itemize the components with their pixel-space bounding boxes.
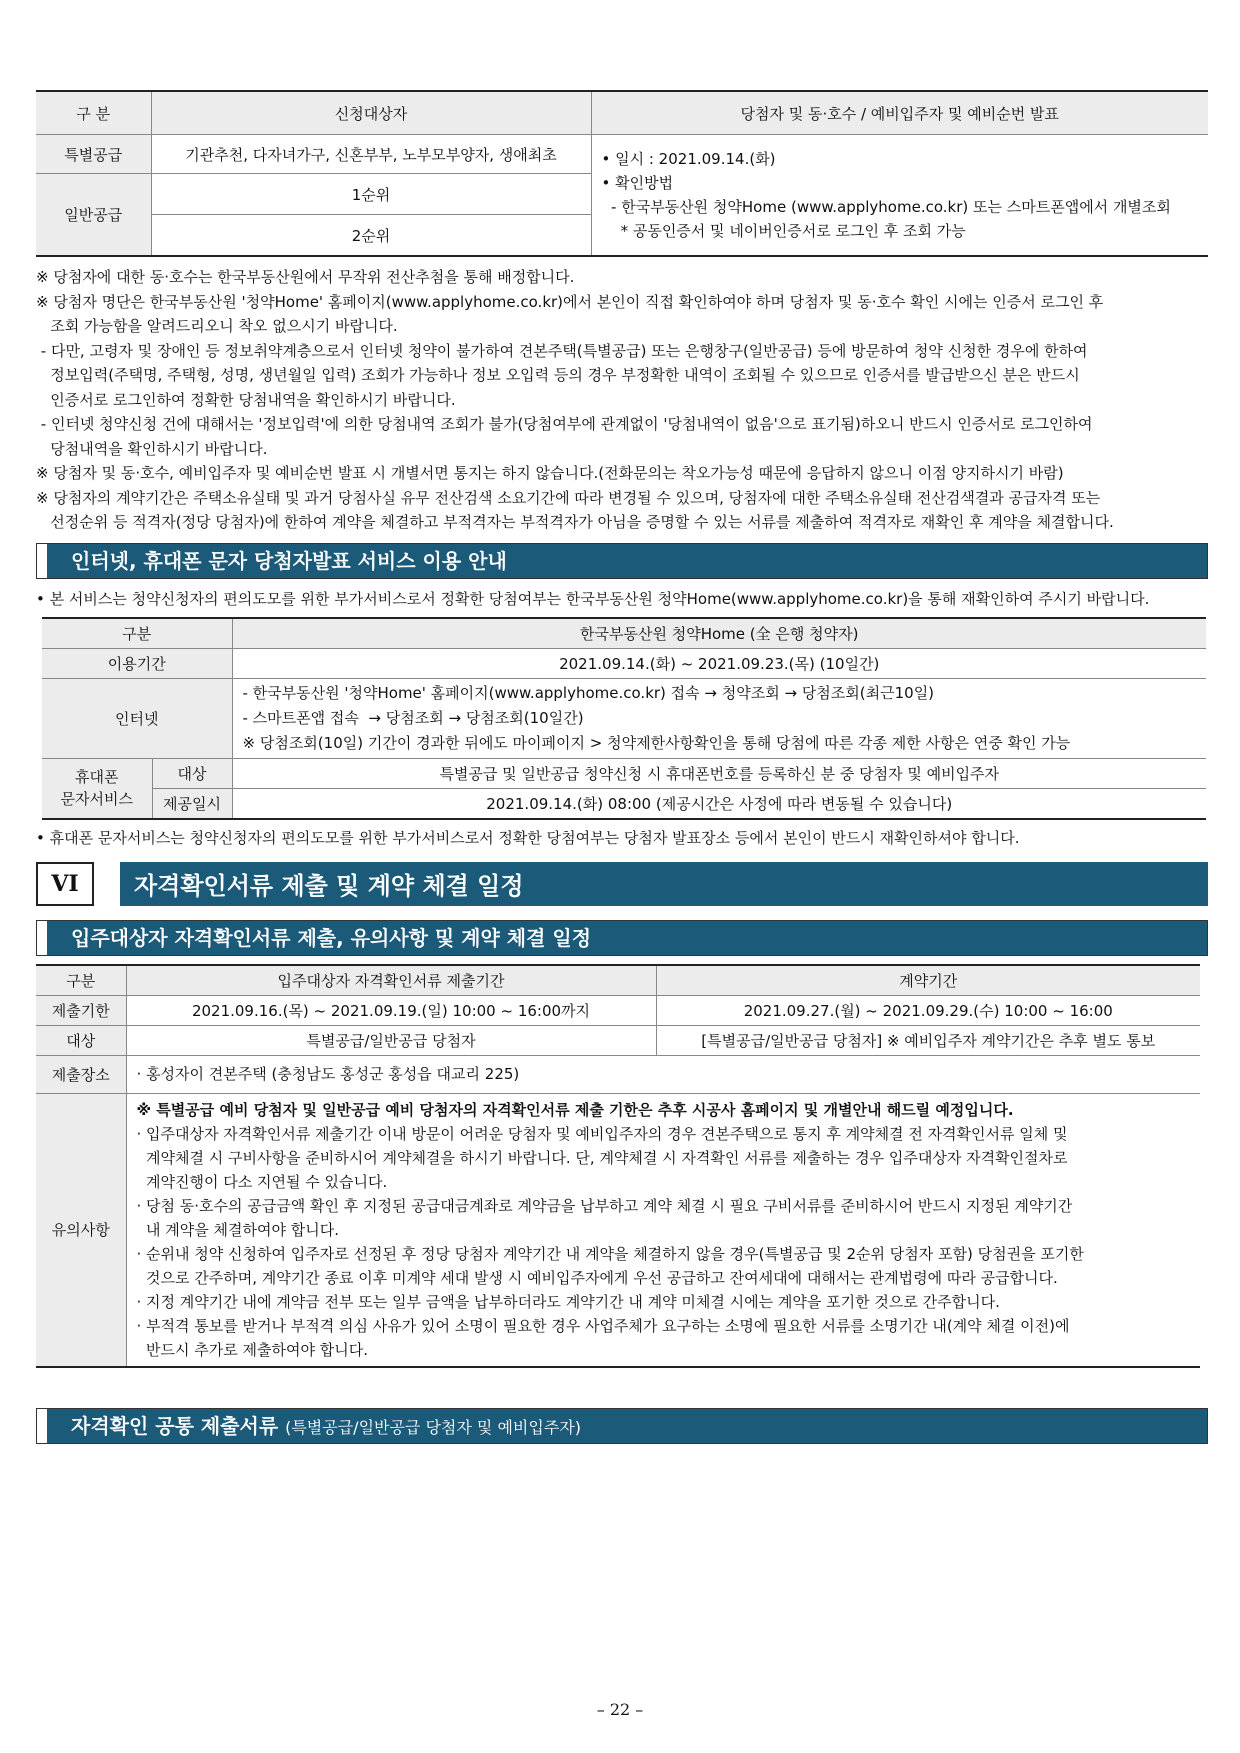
announce-line: • 일시 : 2021.09.14.(화) xyxy=(601,150,776,168)
sms-date-label: 제공일시 xyxy=(152,788,232,819)
common-docs-header xyxy=(36,1408,1208,1444)
caution-line: · 입주대상자 자격확인서류 제출기간 이내 방문이 어려운 당첨자 및 예비입주자의 경우 견본주택으로 통지 후 계약체결 전 자격확인서류 일체 및 xyxy=(136,1124,1068,1143)
note-line: 정보입력(주택명, 주택형, 성명, 생년월일 입력) 조회가 가능하나 정보 오입력 등의 경우 부정확한 내역이 조회될 수 있으므로 인증서를 발급받으신 분은 반드시 xyxy=(36,366,1080,384)
note-line: ※ 당첨자 및 동·호수, 예비입주자 및 예비순번 발표 시 개별서면 통지는 하지 않습니다.(전화문의는 착오가능성 때문에 응답하지 않으니 이점 양지하시기 바람) xyxy=(36,464,1064,482)
place-label: 제출장소 xyxy=(36,1055,126,1093)
period-label: 이용기간 xyxy=(42,648,232,678)
chapter-number: VI xyxy=(36,862,94,906)
caution-line: · 순위내 청약 신청하여 입주자로 선정된 후 정당 당첨자 계약기간 내 계약을 체결하지 않을 경우(특별공급 및 2순위 당첨자 포함) 당첨권을 포기한 xyxy=(136,1244,1084,1263)
header-applicants: 신청대상자 xyxy=(151,91,591,135)
target-label: 대상 xyxy=(36,1025,126,1055)
sms-target-label: 대상 xyxy=(152,758,232,788)
announcement-details xyxy=(591,135,1208,257)
note-line: 당첨내역을 확인하시기 바랍니다. xyxy=(36,439,268,458)
deadline-contract: 2021.09.27.(월) ~ 2021.09.29.(수) 10:00 ~ 16:00 xyxy=(656,995,1200,1025)
target-contract: [특별공급/일반공급 당첨자] ※ 예비입주자 계약기간은 추후 별도 통보 xyxy=(656,1025,1200,1055)
internet-section-header xyxy=(36,543,1208,579)
announcement-table xyxy=(36,90,1208,257)
internet-label: 인터넷 xyxy=(42,678,232,758)
header-applyhome: 한국부동산원 청약Home (全 은행 청약자) xyxy=(232,618,1206,649)
schedule-section-title: 입주대상자 자격확인서류 제출, 유의사항 및 계약 체결 일정 xyxy=(37,921,1207,955)
document-page xyxy=(36,90,1208,1444)
header-category: 구분 xyxy=(36,965,126,996)
common-docs-subtitle: (특별공급/일반공급 당첨자 및 예비입주자) xyxy=(285,1417,581,1437)
sms-date-value: 2021.09.14.(화) 08:00 (제공시간은 사정에 따라 변동될 수 있습니다) xyxy=(232,788,1206,819)
sms-target-value: 특별공급 및 일반공급 청약신청 시 휴대폰번호를 등록하신 분 중 당첨자 및 예비입주자 xyxy=(232,758,1206,788)
period-value: 2021.09.14.(화) ~ 2021.09.23.(목) (10일간) xyxy=(232,648,1206,678)
internet-service-table xyxy=(42,617,1206,820)
chapter-heading xyxy=(36,862,1208,906)
special-supply-targets: 기관추천, 다자녀가구, 신혼부부, 노부모부양자, 생애최초 xyxy=(151,135,591,174)
caution-line: 반드시 추가로 제출하여야 합니다. xyxy=(136,1340,368,1359)
common-docs-title: 자격확인 공통 제출서류 xyxy=(71,1413,279,1438)
announce-line: * 공동인증서 및 네이버인증서로 로그인 후 조회 가능 xyxy=(601,222,966,240)
caution-line: · 부적격 통보를 받거나 부적격 의심 사유가 있어 소명이 필요한 경우 사업주체가 요구하는 소명에 필요한 서류를 소명기간 내(계약 체결 이전)에 xyxy=(136,1316,1070,1335)
caution-line: · 지정 계약기간 내에 계약금 전부 또는 일부 금액을 납부하더라도 계약기간 내 계약 미체결 시에는 계약을 포기한 것으로 간주합니다. xyxy=(136,1292,1000,1311)
note-line: 조회 가능함을 알려드리오니 착오 없으시기 바랍니다. xyxy=(36,317,398,335)
header-submission-period: 입주대상자 자격확인서류 제출기간 xyxy=(126,965,656,996)
special-supply-label: 특별공급 xyxy=(36,135,151,174)
note-line: - 다만, 고령자 및 장애인 등 정보취약계층으로서 인터넷 청약이 불가하여 견본주택(특별공급) 또는 은행창구(일반공급) 등에 방문하여 청약 신청한 경우에 한하여 xyxy=(36,341,1088,360)
header-category: 구 분 xyxy=(36,91,151,135)
page-number: – 22 – xyxy=(596,1700,644,1719)
caution-line: · 당첨 동·호수의 공급금액 확인 후 지정된 공급대금계좌로 계약금을 납부하고 계약 체결 시 필요 구비서류를 준비하시어 반드시 지정된 계약기간 xyxy=(136,1196,1073,1215)
note-line: ※ 당첨자 명단은 한국부동산원 '청약Home' 홈페이지(www.applyhome.co.kr)에서 본인이 직접 확인하여야 하며 당첨자 및 동·호수 확인 시에는 인증서 로그인 후 xyxy=(36,292,1104,311)
note-line: 선정순위 등 적격자(정당 당첨자)에 한하여 계약을 체결하고 부적격자는 부적격자가 아님을 증명할 수 있는 서류를 제출하여 적격자로 재확인 후 계약을 체결합니다. xyxy=(36,513,1114,531)
caution-bold-line: ※ 특별공급 예비 당첨자 및 일반공급 예비 당첨자의 자격확인서류 제출 기한은 추후 시공사 홈페이지 및 개별안내 해드릴 예정입니다. xyxy=(136,1100,1014,1119)
announce-line: • 확인방법 xyxy=(601,174,674,192)
caution-line: 계약체결 시 구비사항을 준비하시어 계약체결을 하시기 바랍니다. 단, 계약체결 시 자격확인 서류를 제출하는 경우 입주대상자 자격확인절차로 xyxy=(136,1148,1068,1167)
rank1-cell: 1순위 xyxy=(151,174,591,215)
header-announcement: 당첨자 및 동·호수 / 예비입주자 및 예비순번 발표 xyxy=(591,91,1208,135)
schedule-table xyxy=(36,964,1200,1368)
general-supply-label: 일반공급 xyxy=(36,174,151,257)
internet-intro: • 본 서비스는 청약신청자의 편의도모를 위한 부가서비스로서 정확한 당첨여부는 한국부동산원 청약Home(www.applyhome.co.kr)을 통해 재확인하여 주시기 바랍니다. xyxy=(36,589,1150,608)
caution-line: 계약진행이 다소 지연될 수 있습니다. xyxy=(136,1172,388,1191)
announce-line: - 한국부동산원 청약Home (www.applyhome.co.kr) 또는 스마트폰앱에서 개별조회 xyxy=(601,198,1171,216)
note-line: ※ 당첨자에 대한 동·호수는 한국부동산원에서 무작위 전산추첨을 통해 배정합니다. xyxy=(36,268,575,286)
note-line: 인증서로 로그인하여 정확한 당첨내역을 확인하시기 바랍니다. xyxy=(36,390,456,409)
note-line: - 인터넷 청약신청 건에 대해서는 '정보입력'에 의한 당첨내역 조회가 불가(당첨여부에 관계없이 '당첨내역이 없음'으로 표기됨)하오니 반드시 인증서로 로그인하여 xyxy=(36,415,1093,433)
internet-section-title: 인터넷, 휴대폰 문자 당첨자발표 서비스 이용 안내 xyxy=(37,544,1207,578)
deadline-submit: 2021.09.16.(목) ~ 2021.09.19.(일) 10:00 ~ 16:00까지 xyxy=(126,995,656,1025)
common-docs-title-bar xyxy=(37,1409,1207,1443)
header-contract-period: 계약기간 xyxy=(656,965,1200,996)
place-value: · 홍성자이 견본주택 (충청남도 홍성군 홍성읍 대교리 225) xyxy=(126,1055,1200,1093)
caution-line: 내 계약을 체결하여야 합니다. xyxy=(136,1220,339,1239)
internet-step-line: ※ 당첨조회(10일) 기간이 경과한 뒤에도 마이페이지 > 청약제한사항확인을 통해 당첨에 따른 각종 제한 사항은 연중 확인 가능 xyxy=(242,733,1071,752)
internet-steps xyxy=(232,678,1206,758)
sms-label-line1: 휴대폰 xyxy=(75,768,119,786)
internet-step-line: - 한국부동산원 '청약Home' 홈페이지(www.applyhome.co.kr) 접속 → 청약조회 → 당첨조회(최근10일) xyxy=(242,683,935,702)
chapter-title: 자격확인서류 제출 및 계약 체결 일정 xyxy=(120,862,1208,906)
deadline-label: 제출기한 xyxy=(36,995,126,1025)
rank2-cell: 2순위 xyxy=(151,215,591,257)
schedule-section-header xyxy=(36,920,1208,956)
internet-step-line: - 스마트폰앱 접속 → 당첨조회 → 당첨조회(10일간) xyxy=(242,708,584,727)
note-line: ※ 당첨자의 계약기간은 주택소유실태 및 과거 당첨사실 유무 전산검색 소요기간에 따라 변경될 수 있으며, 당첨자에 대한 주택소유실태 전산검색결과 공급자격 또는 xyxy=(36,488,1101,507)
sms-label xyxy=(42,758,152,819)
notes-block xyxy=(36,265,1208,535)
internet-outro: • 휴대폰 문자서비스는 청약신청자의 편의도모를 위한 부가서비스로서 정확한 당첨여부는 당첨자 발표장소 등에서 본인이 반드시 재확인하셔야 합니다. xyxy=(36,828,1020,847)
target-submit: 특별공급/일반공급 당첨자 xyxy=(126,1025,656,1055)
caution-line: 것으로 간주하며, 계약기간 종료 이후 미계약 세대 발생 시 예비입주자에게 우선 공급하고 잔여세대에 대해서는 관계법령에 따라 공급합니다. xyxy=(136,1268,1058,1287)
caution-details xyxy=(126,1093,1200,1367)
sms-label-line2: 문자서비스 xyxy=(60,790,133,808)
caution-label: 유의사항 xyxy=(36,1093,126,1367)
header-category: 구분 xyxy=(42,618,232,649)
